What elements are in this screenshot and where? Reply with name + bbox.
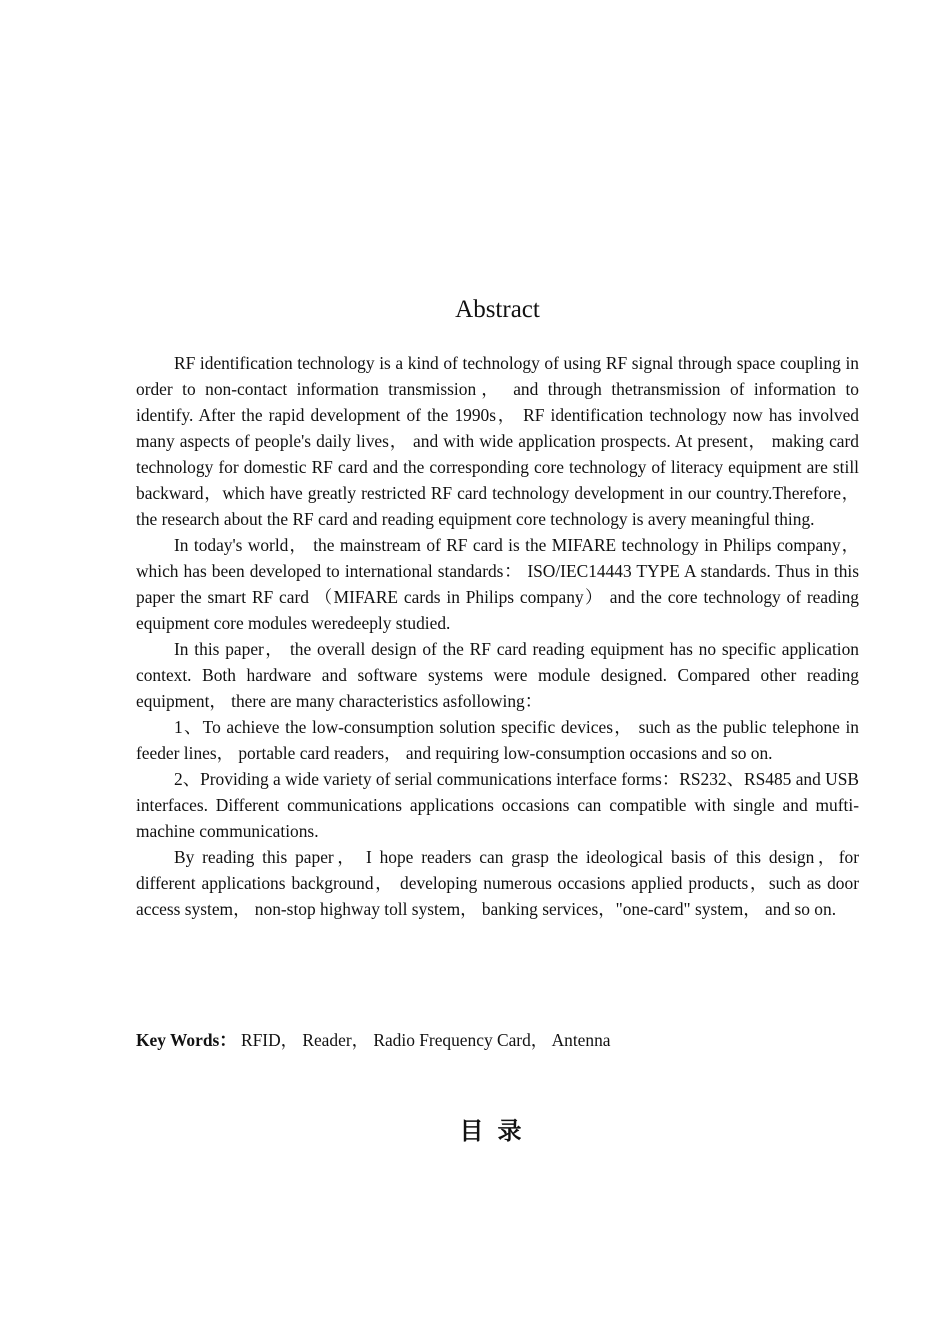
- abstract-body: [136, 350, 859, 922]
- keywords-label: Key Words：: [136, 1030, 237, 1050]
- abstract-paragraph-4: 1、To achieve the low-consumption solution specific devices， such as the public telephone in feeder lines， portable card readers， and requiring low-consumption occasions and so on.: [136, 717, 859, 763]
- toc-title: 目录: [459, 1117, 536, 1145]
- abstract-paragraph-5: 2、Providing a wide variety of serial communications interface forms：RS232、RS485 and USB interfaces. Different communications applications occasions can compatible with single and mufti-machine communications.: [136, 769, 859, 841]
- keywords-line: [136, 1027, 859, 1053]
- abstract-title: Abstract: [455, 296, 540, 323]
- abstract-paragraph-1: RF identification technology is a kind of technology of using RF signal through space coupling in order to non-contact information transmission， and through thetransmission of information to identify. After the rapid development of the 1990s， RF identification technology now has involved many aspects of people's daily lives， and with wide application prospects. At present， making card technology for domestic RF card and the corresponding core technology of literacy equipment are still backward，which have greatly restricted RF card technology development in our country.Therefore， the research about the RF card and reading equipment core technology is avery meaningful thing.: [136, 353, 859, 529]
- abstract-paragraph-2: In today's world， the mainstream of RF card is the MIFARE technology in Philips company， which has been developed to international standards： ISO/IEC14443 TYPE A standards. Thus in this paper the smart RF card （MIFARE cards in Philips company） and the core technology of reading equipment core modules weredeeply studied.: [136, 535, 859, 633]
- keywords-text: RFID， Reader， Radio Frequency Card， Antenna: [236, 1030, 611, 1050]
- abstract-paragraph-6: By reading this paper， I hope readers can grasp the ideological basis of this design，for different applications background， developing numerous occasions applied products，such as door access system， non-stop highway toll system， banking services，"one-card" system， and so on.: [136, 847, 859, 919]
- abstract-paragraph-3: In this paper， the overall design of the RF card reading equipment has no specific application context. Both hardware and software systems were module designed. Compared other reading equipment， there are many characteristics asfollowing：: [136, 639, 859, 711]
